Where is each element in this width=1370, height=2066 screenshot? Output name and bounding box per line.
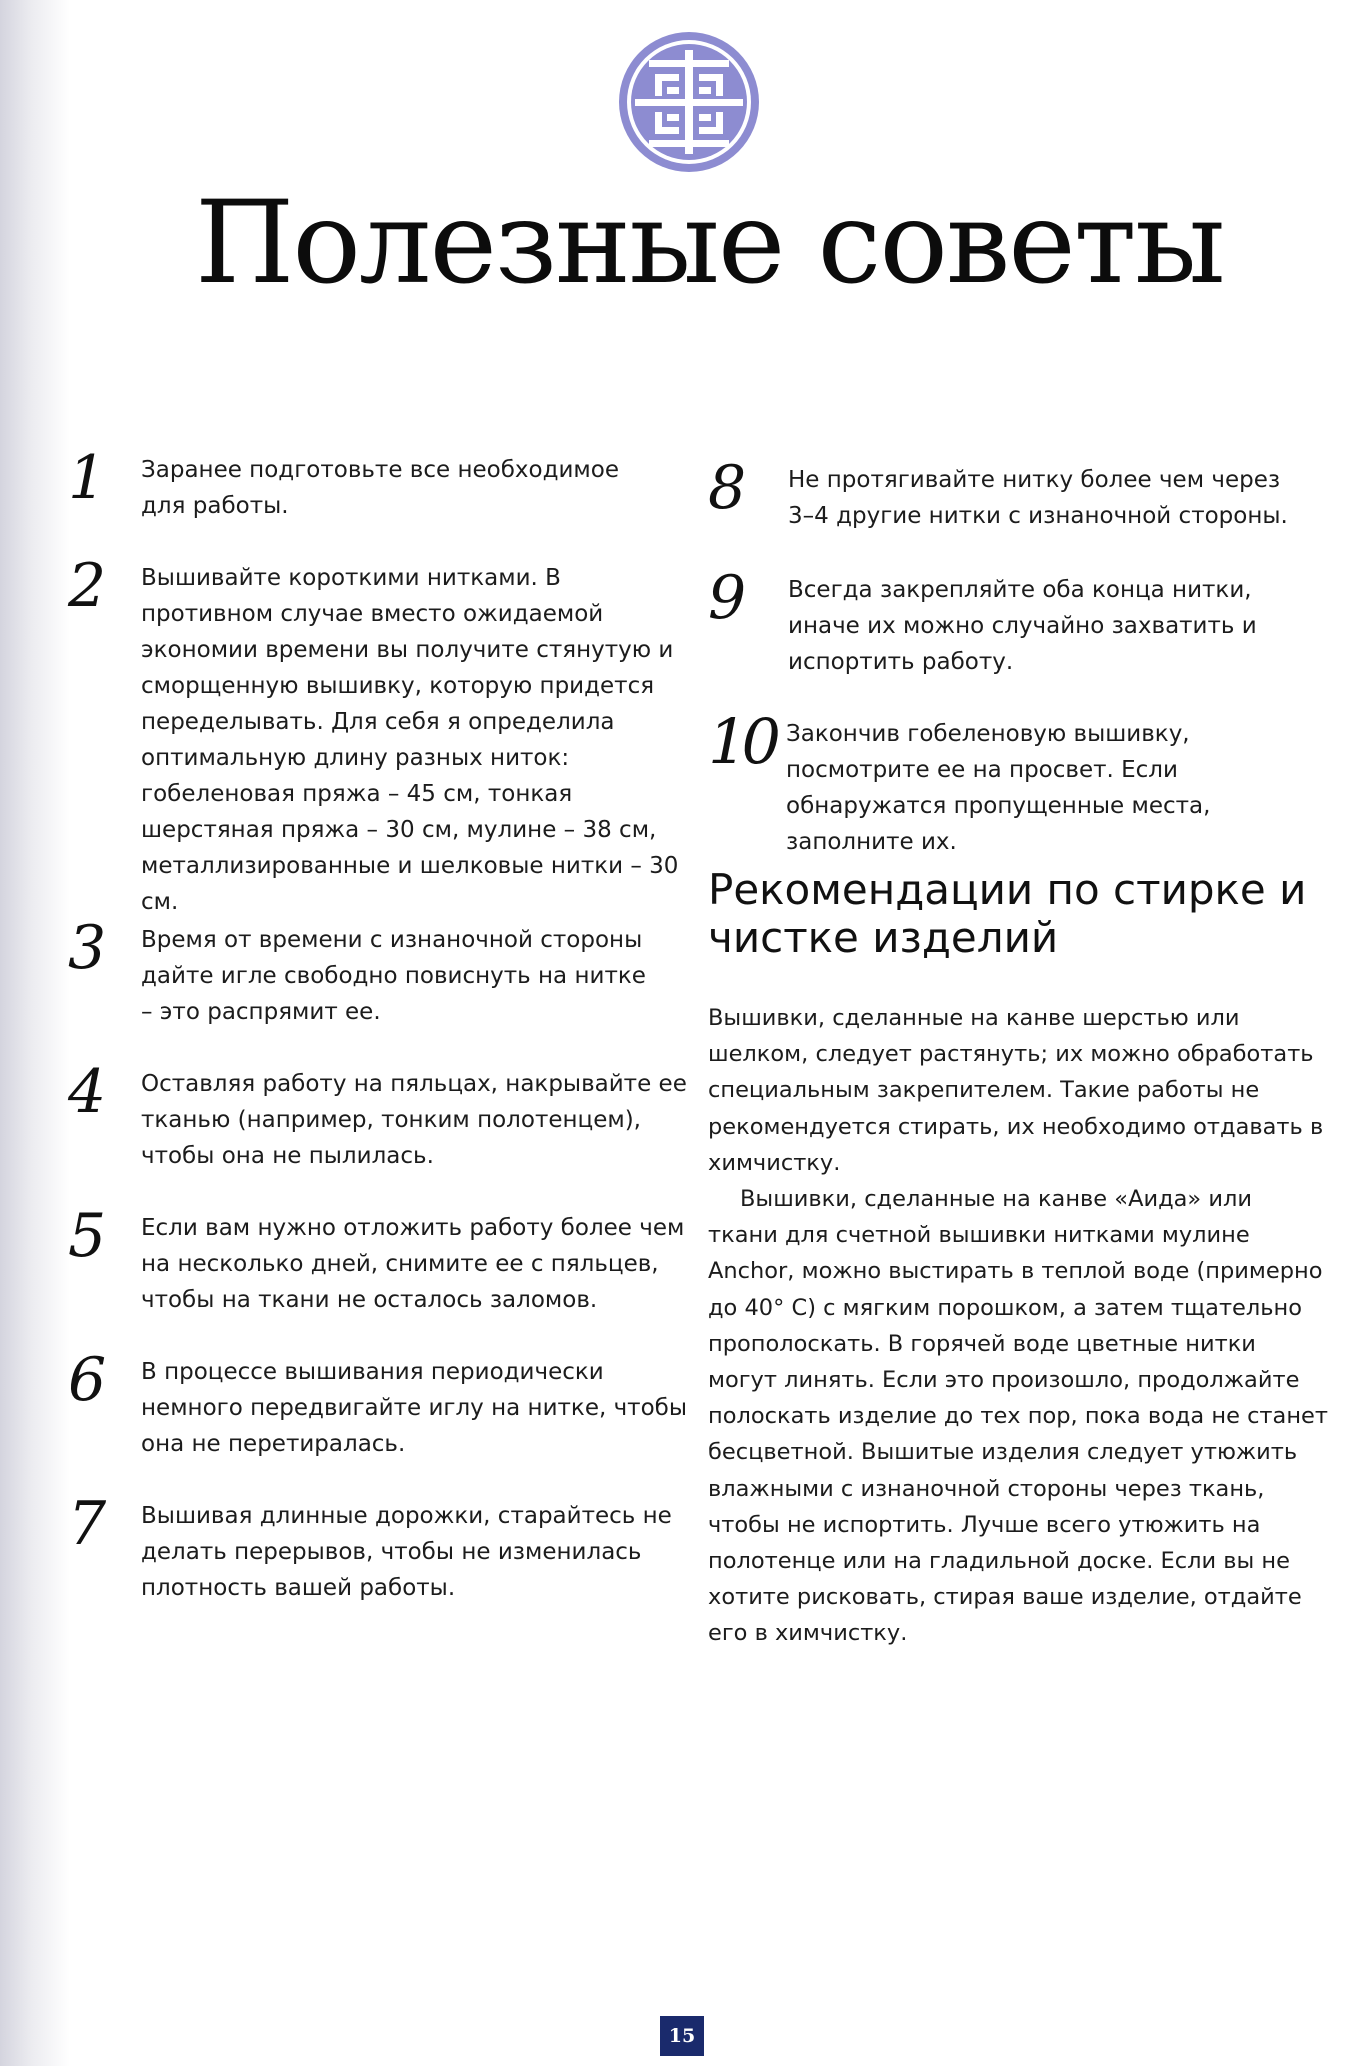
page-title: Полезные советы [195,176,1224,309]
tip-text: Заранее подготовьте все необходимое для работы. [141,457,620,519]
tip-text: Время от времени с изнаночной стороны дайте игле свободно повиснуть на нитке – это распрямит ее. [141,927,646,1025]
tip-text: Если вам нужно отложить работу более чем на несколько дней, снимите ее с пяльцев, чтобы на ткани не осталось заломов. [141,1215,685,1313]
tip-number: 10 [708,705,775,778]
tip-text: Вышивая длинные дорожки, старайтесь не делать перерывов, чтобы не изменилась плотность вашей работы. [141,1503,672,1601]
tip-text: В процессе вышивания периодически немного передвигайте иглу на нитке, чтобы она не перетиралась. [141,1359,687,1457]
tip-number: 2 [68,551,107,621]
care-paragraph: Вышивки, сделанные на канве шерстью или шелком, следует растянуть; их можно обработать специальным закрепителем. Такие работы не рекомендуется стирать, их необходимо отдавать в химчистку. [708,1005,1324,1176]
page-gutter-shadow [0,0,70,2066]
care-section-body [708,1000,1328,1652]
care-section-heading: Рекомендации по стирке и чистке изделий [708,865,1307,962]
tip-text: Закончив гобеленовую вышивку, посмотрите ее на просвет. Если обнаружатся пропущенные места, заполните их. [786,721,1211,855]
tip-text: Оставляя работу на пяльцах, накрывайте ее тканью (например, тонким полотенцем), чтобы она не пылилась. [141,1071,687,1169]
tip-text: Вышивайте короткими нитками. В противном случае вместо ожидаемой экономии времени вы получите стянутую и сморщенную вышивку, которую придется переделывать. Для себя я определила оптимальную длину разных ниток: гобеленовая пряжа – 45 см, тонкая шерстяная пряжа – 30 см, мулине – 38 см, металлизированные и шелковые нитки – 30 см. [141,565,679,915]
care-paragraph: Вышивки, сделанные на канве «Аида» или ткани для счетной вышивки нитками мулине Anchor, можно выстирать в теплой воде (примерно до 40° С) с мягким порошком, а затем тщательно прополоскать. В горячей воде цветные нитки могут линять. Если это произошло, продолжайте полоскать изделие до тех пор, пока вода не станет бесцветной. Вышитые изделия следует утюжить влажными с изнаночной стороны через ткань, чтобы не испортить. Лучше всего утюжить на полотенце или на гладильной доске. Если вы не хотите рисковать, стирая ваше изделие, отдайте его в химчистку. [708,1186,1328,1647]
tip-number: 7 [68,1489,107,1559]
tip-number: 8 [708,453,747,523]
tip-text: Всегда закрепляйте оба конца нитки, иначе их можно случайно захватить и испортить работу. [788,577,1257,675]
tip-number: 9 [708,563,747,633]
tip-number: 4 [68,1057,107,1127]
longevity-symbol-icon [615,28,763,176]
tip-number: 1 [68,443,107,513]
tip-number: 6 [68,1345,107,1415]
tip-number: 3 [68,913,107,983]
tip-number: 5 [68,1201,107,1271]
page-number: 15 [660,2016,704,2056]
tip-text: Не протягивайте нитку более чем через 3–4 другие нитки с изнаночной стороны. [788,467,1288,529]
